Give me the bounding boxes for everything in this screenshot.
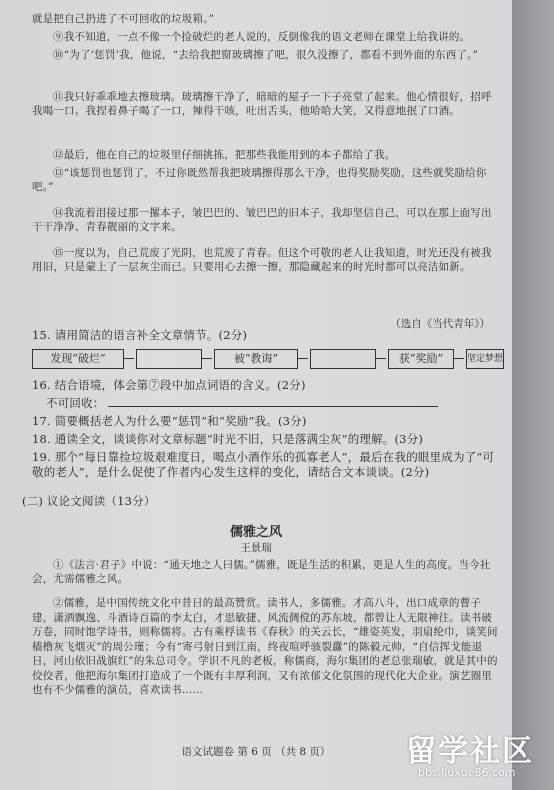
page-edge-shadow [512,0,554,790]
question-15: 15. 请用简洁的语言补全文章情节。(2分) [32,328,248,342]
watermark-logo [400,722,550,782]
story-paragraph-11: ⑪我只好乖乖地去擦玻璃。玻璃擦干净了，暗暗的屋子一下子亮堂了起来。他心情很好，招呼我喝一口。我捏着鼻子喝了一口，辣得干咳，吐出舌头，他哈哈大笑，又得意地抿了口酒。 [32,91,492,117]
question-16-term: 不可回收： [46,396,105,410]
essay-paragraph-2: ②儒雅，是中国传统文化中昔日的最高赞赏。读书人，多儒雅。才高八斗，出口成章的曹子建，潇洒飘逸、斗酒诗百篇的李太白，才思敏捷、风流倜傥的苏东坡，都曾让人无限神往。读书破万卷，同时饱学诗书，则称儒将。古有乘桴读书《春秋》的关云长，“雄姿英发，羽扇纶巾，谈笑间樯橹灰飞烟灭”的周公瑾；今有“寄弓射日到江南，终夜喧呼骇裂纛”的陈毅元帅，“自信挥戈能退日，河山依旧战旗红”的朱总司令。学识不凡的老板，称儒商，海尔集团的老总张瑞敏，就是其中的佼佼者，他把海尔集团打造成了一个既有丰厚利润，又有浓郁文化氛围的现代化大企业。演艺圈里也有不少儒雅的演员，喜欢读书…… [32,597,498,696]
essay-title: 儒雅之风 [229,525,282,540]
story-paragraph-13: ⑬“该惩罚也惩罚了，不过你既然帮我把玻璃擦得那么干净，也得奖励奖励，这些就奖励给你吧。” [32,167,487,193]
story-paragraph-9: ⑨我不知道，一点不像一个捡破烂的老人说的，反倒像我的语文老师在课堂上给我讲的。 [53,31,471,43]
answer-blank[interactable] [108,396,438,407]
flow-connector [202,358,212,359]
essay-paragraph-1: ①《法言·君子》中说：“通天地之人曰儒。”儒雅，既是生活的积累，更是人生的高度。当今社会，尤需儒雅之风。 [32,559,491,585]
story-source: （选自《当代青年》） [390,318,490,330]
section-2-heading: (二) 议论文阅读（13分） [22,494,156,508]
story-paragraph-15: ⑮一度以为，自己荒废了光阴，也荒废了青春。但这个可敬的老人让我知道，时光还没有被我用旧，只是蒙上了一层灰尘而已。只要用心去擦一擦，那隐藏起来的时光时都可以亮洁如新。 [32,247,492,273]
flow-box-1: 发现“破烂” [32,349,124,369]
story-paragraph-14: ⑭我流着泪接过那一摞本子，皱巴巴的、皱巴巴的旧本子，我却坚信自己，可以在那上面写出干干净净、青春靓丽的文字来。 [32,207,492,233]
flow-connector [376,358,386,359]
essay-author: 王景瑞 [240,542,272,554]
question-17: 17. 简要概括老人为什么要“惩罚”和“奖励”我。(3分) [32,414,307,428]
flow-box-2-blank[interactable] [136,349,202,369]
flow-box-6: 坚定梦想 [466,349,504,369]
plot-flowchart [32,346,502,374]
question-16: 16. 结合语境，体会第⑦段中加点词语的含义。(2分) [32,378,306,392]
flow-box-5: 获“奖励” [388,349,454,369]
story-paragraph-0: 就是把自己扔进了不可回收的垃圾箱。” [32,13,215,25]
flow-connector [298,358,308,359]
question-16-answer-line [46,396,512,411]
question-19: 19. 那个“每日靠捡垃圾艰难度日，喝点小酒作乐的孤寡老人”，最后在我的眼里成为了“可敬的老人”，是什么促使了作者内心发生这样的变化，请结合文本谈谈。(2分) [32,450,495,479]
page-footer: 语文试题卷 第 6 页 （共 8 页） [181,746,331,758]
flow-connector [124,358,134,359]
question-18: 18. 通读全文，谈谈你对文章标题“时光不旧，只是落满尘灰”的理解。(3分) [32,432,424,446]
watermark-text: 留学社区 [406,734,534,769]
flow-box-3: 被“教诲” [214,349,298,369]
story-paragraph-10: ⑩“为了‘惩罚’我，他说，“去给我把窗玻璃擦了吧，很久没擦了，都看不到外面的东西了。” [53,49,479,61]
flow-box-4-blank[interactable] [310,349,376,369]
story-paragraph-12: ⑫最后，他在自己的垃圾里仔细挑拣，把那些我能用到的本子都给了我。 [53,149,396,161]
watermark-url: bbs.liuxue86.com [418,766,516,779]
flow-connector [454,358,464,359]
